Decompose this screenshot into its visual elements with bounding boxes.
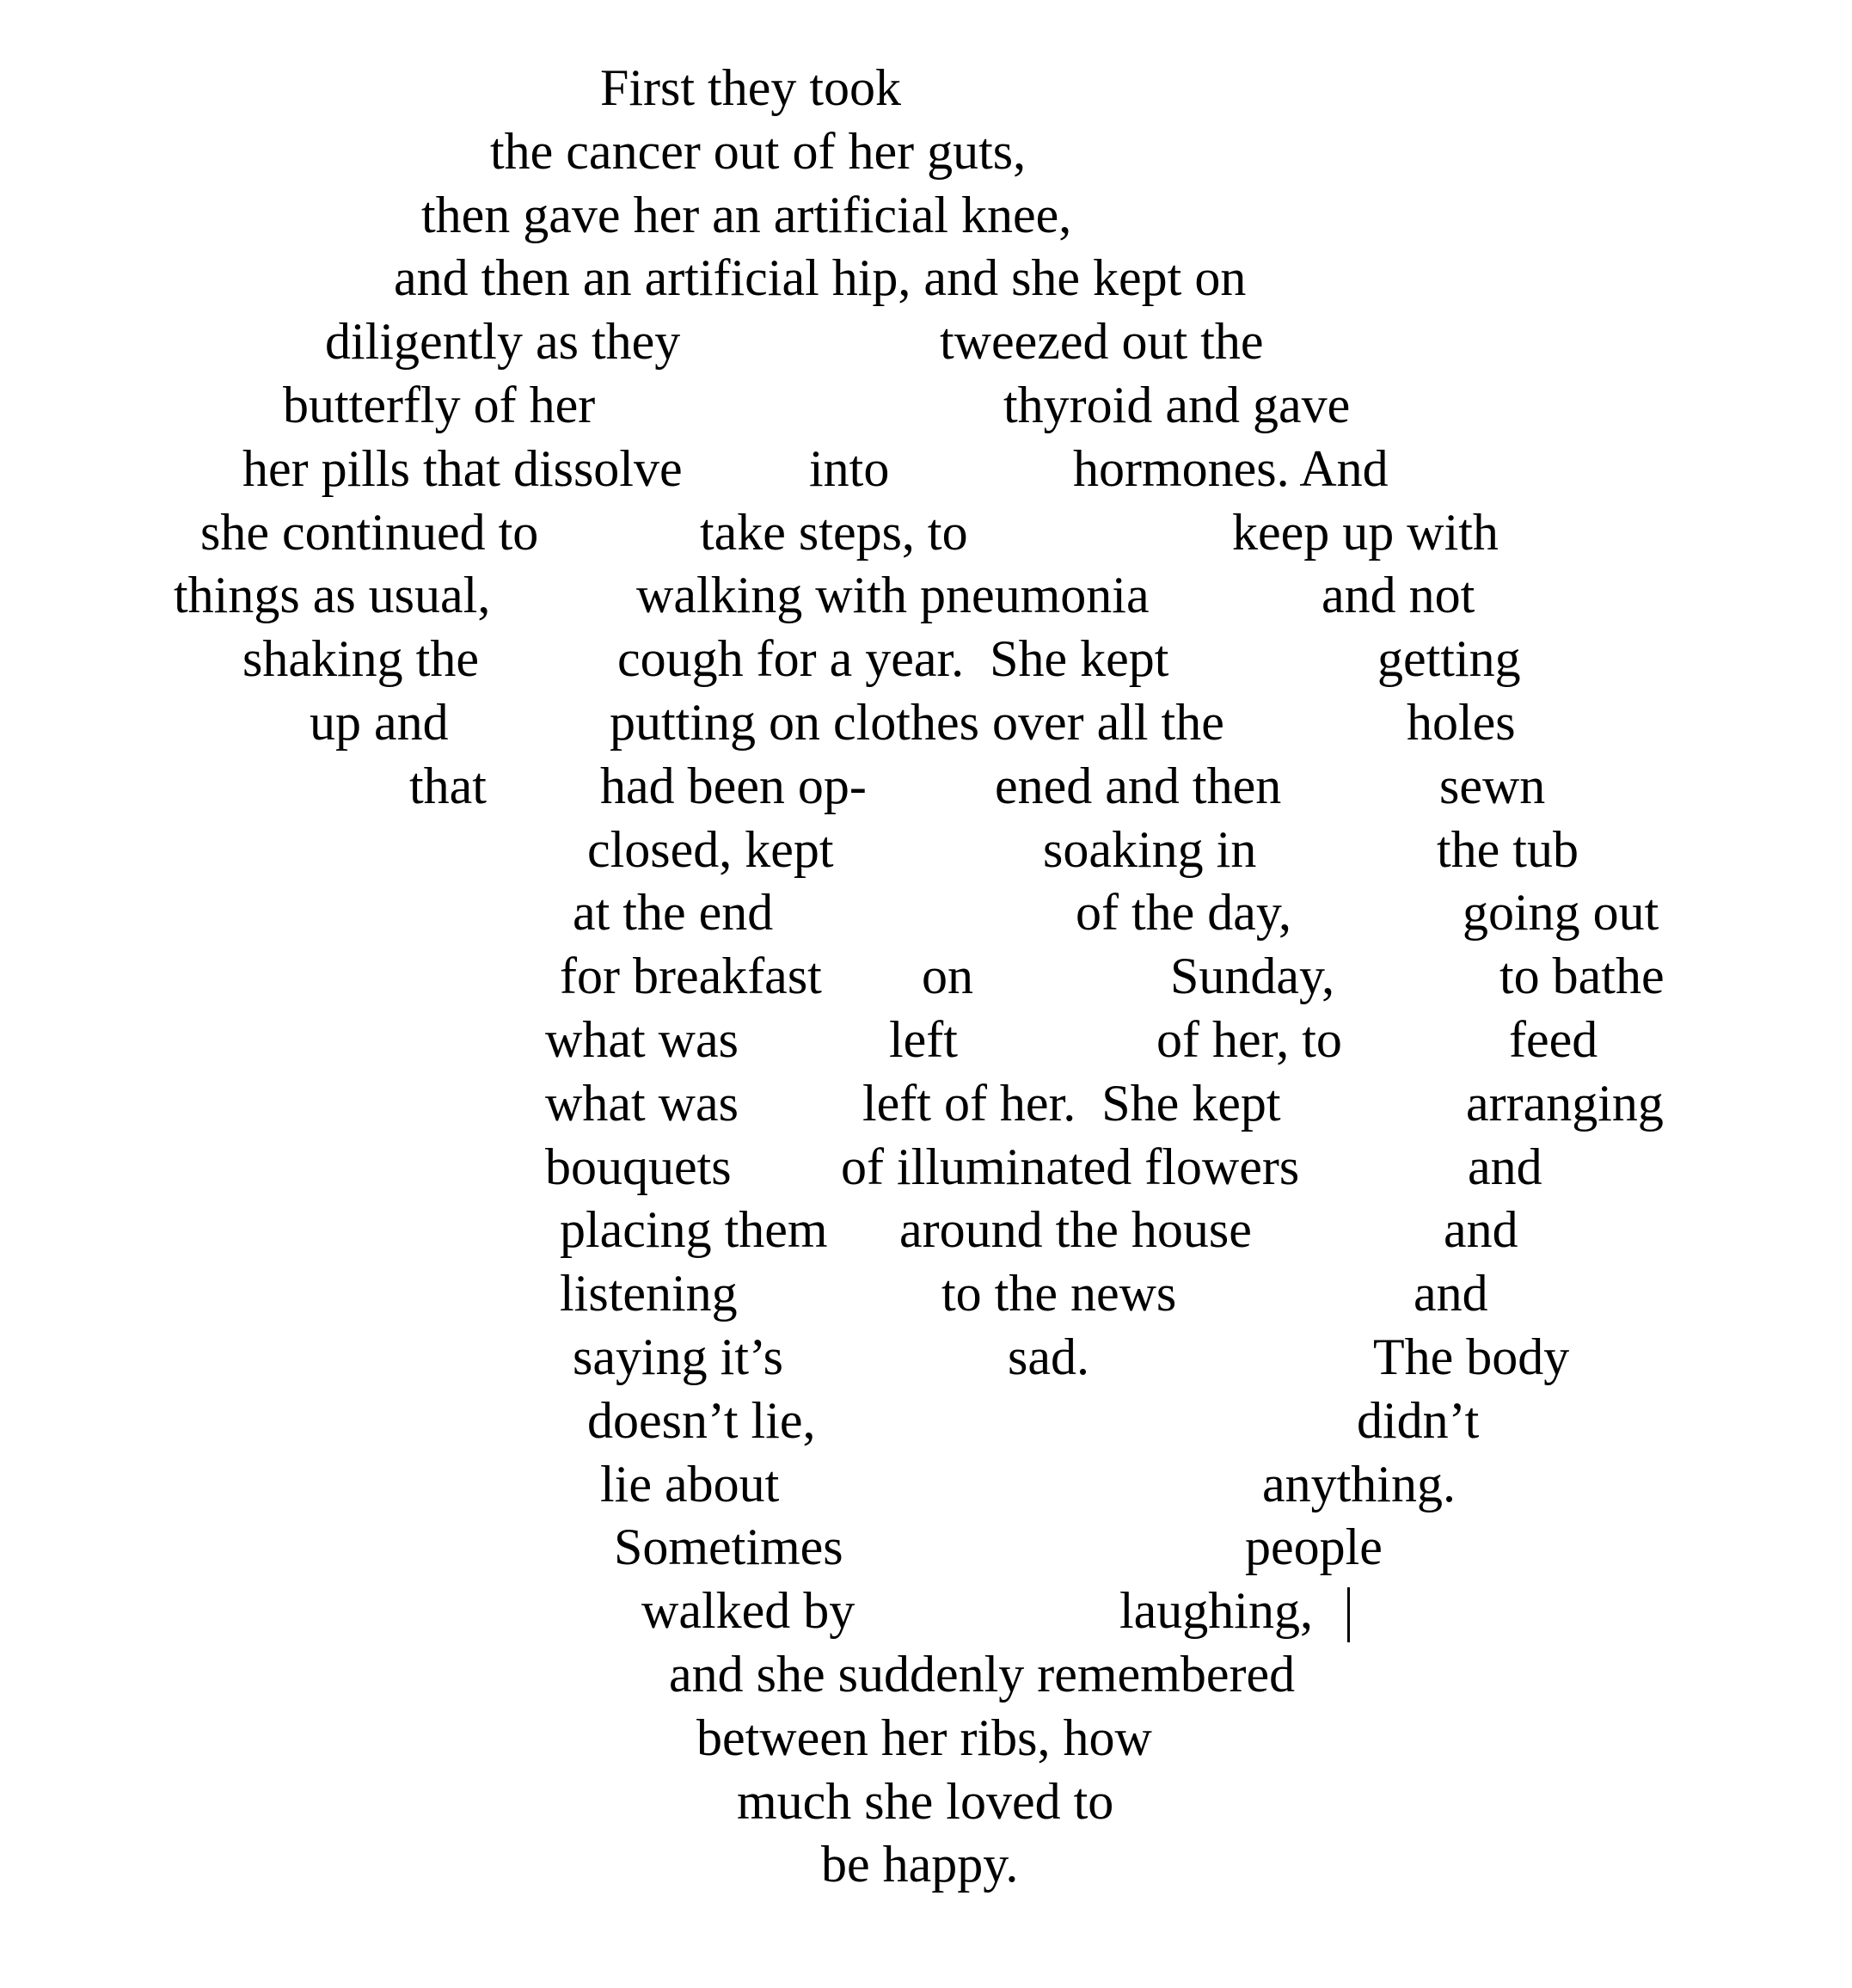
poem-line-7-fragment-2: into bbox=[809, 440, 890, 497]
poem-line-25-fragment-2: laughing, bbox=[1119, 1582, 1313, 1639]
poem-line-14-fragment-1: at the end bbox=[573, 884, 774, 941]
poem-line-18-fragment-2: of illuminated flowers bbox=[841, 1138, 1300, 1195]
poem-line-7-fragment-1: her pills that dissolve bbox=[242, 440, 683, 497]
poem-line-16-fragment-4: feed bbox=[1509, 1011, 1598, 1068]
poem-line-16-fragment-2: left bbox=[889, 1011, 958, 1068]
poem-line-15-fragment-1: for breakfast bbox=[560, 948, 822, 1004]
poem-line-19-fragment-2: around the house bbox=[899, 1201, 1252, 1258]
poem-line-6-fragment-1: butterfly of her bbox=[283, 377, 596, 433]
poem-line-23-fragment-1: lie about bbox=[600, 1456, 780, 1512]
poem-line-20-fragment-1: listening bbox=[560, 1265, 738, 1322]
poem-line-12-fragment-1: that bbox=[409, 758, 487, 814]
poem-line-2-fragment-1: the cancer out of her guts, bbox=[490, 123, 1027, 180]
poem-line-15-fragment-4: to bathe bbox=[1499, 948, 1665, 1004]
poem-line-5-fragment-2: tweezed out the bbox=[940, 313, 1264, 370]
poem-line-27-fragment-1: between her ribs, how bbox=[696, 1709, 1152, 1766]
poem-line-18-fragment-3: and bbox=[1468, 1138, 1542, 1195]
poem-line-4-fragment-1: and then an artificial hip, and she kept on bbox=[394, 249, 1247, 306]
poem-line-9-fragment-1: things as usual, bbox=[174, 567, 491, 623]
poem-line-22-fragment-2: didn’t bbox=[1357, 1392, 1480, 1449]
poem-line-19-fragment-1: placing them bbox=[560, 1201, 828, 1258]
poem-line-10-fragment-1: shaking the bbox=[242, 630, 479, 687]
poem-line-25-fragment-1: walked by bbox=[641, 1582, 855, 1639]
poem-line-16-fragment-3: of her, to bbox=[1156, 1011, 1342, 1068]
poem-line-9-fragment-3: and not bbox=[1322, 567, 1475, 623]
poem-line-24-fragment-2: people bbox=[1245, 1519, 1383, 1575]
poem-line-23-fragment-2: anything. bbox=[1262, 1456, 1456, 1512]
poem-line-3-fragment-1: then gave her an artificial knee, bbox=[421, 187, 1072, 243]
poem-line-1-fragment-1: First they took bbox=[600, 59, 902, 116]
poem-line-17-fragment-3: arranging bbox=[1466, 1075, 1664, 1132]
poem-line-8-fragment-3: keep up with bbox=[1232, 504, 1499, 561]
poem-line-14-fragment-2: of the day, bbox=[1076, 884, 1292, 941]
poem-line-14-fragment-3: going out bbox=[1463, 884, 1659, 941]
poem-line-11-fragment-3: holes bbox=[1407, 694, 1516, 751]
poem-line-5-fragment-1: diligently as they bbox=[325, 313, 681, 370]
poem-line-18-fragment-1: bouquets bbox=[545, 1138, 732, 1195]
poem-line-15-fragment-3: Sunday, bbox=[1170, 948, 1335, 1004]
poem-line-21-fragment-2: sad. bbox=[1008, 1328, 1089, 1385]
poem-line-16-fragment-1: what was bbox=[545, 1011, 739, 1068]
poem-line-15-fragment-2: on bbox=[922, 948, 973, 1004]
poem-line-20-fragment-2: to the news bbox=[941, 1265, 1177, 1322]
poem-line-28-fragment-1: much she loved to bbox=[737, 1773, 1114, 1830]
poem-line-8-fragment-1: she continued to bbox=[200, 504, 539, 561]
poem-line-17-fragment-2: left of her. She kept bbox=[862, 1075, 1281, 1132]
poem-line-13-fragment-1: closed, kept bbox=[587, 821, 834, 878]
poem-line-29-fragment-1: be happy. bbox=[821, 1836, 1019, 1893]
poem-line-13-fragment-2: soaking in bbox=[1043, 821, 1257, 878]
poem-line-26-fragment-1: and she suddenly remembered bbox=[669, 1646, 1296, 1703]
poem-line-12-fragment-3: ened and then bbox=[995, 758, 1282, 814]
poem-line-12-fragment-4: sewn bbox=[1439, 758, 1546, 814]
poem-line-21-fragment-3: The body bbox=[1373, 1328, 1570, 1385]
poem-line-20-fragment-3: and bbox=[1414, 1265, 1488, 1322]
poem-line-19-fragment-3: and bbox=[1444, 1201, 1518, 1258]
poem-line-6-fragment-2: thyroid and gave bbox=[1003, 377, 1351, 433]
poem-line-12-fragment-2: had been op- bbox=[600, 758, 867, 814]
poem-line-11-fragment-2: putting on clothes over all the bbox=[610, 694, 1224, 751]
poem-line-8-fragment-2: take steps, to bbox=[700, 504, 968, 561]
poem-line-22-fragment-1: doesn’t lie, bbox=[587, 1392, 816, 1449]
poem-line-7-fragment-3: hormones. And bbox=[1073, 440, 1389, 497]
poem-line-10-fragment-2: cough for a year. She kept bbox=[617, 630, 1169, 687]
poem-line-13-fragment-3: the tub bbox=[1437, 821, 1579, 878]
poem-line-9-fragment-2: walking with pneumonia bbox=[636, 567, 1150, 623]
poem-line-11-fragment-1: up and bbox=[310, 694, 449, 751]
text-cursor bbox=[1347, 1587, 1350, 1642]
poem-line-17-fragment-1: what was bbox=[545, 1075, 739, 1132]
poem-line-21-fragment-1: saying it’s bbox=[573, 1328, 784, 1385]
poem-line-24-fragment-1: Sometimes bbox=[614, 1519, 843, 1575]
poem-line-10-fragment-3: getting bbox=[1377, 630, 1521, 687]
